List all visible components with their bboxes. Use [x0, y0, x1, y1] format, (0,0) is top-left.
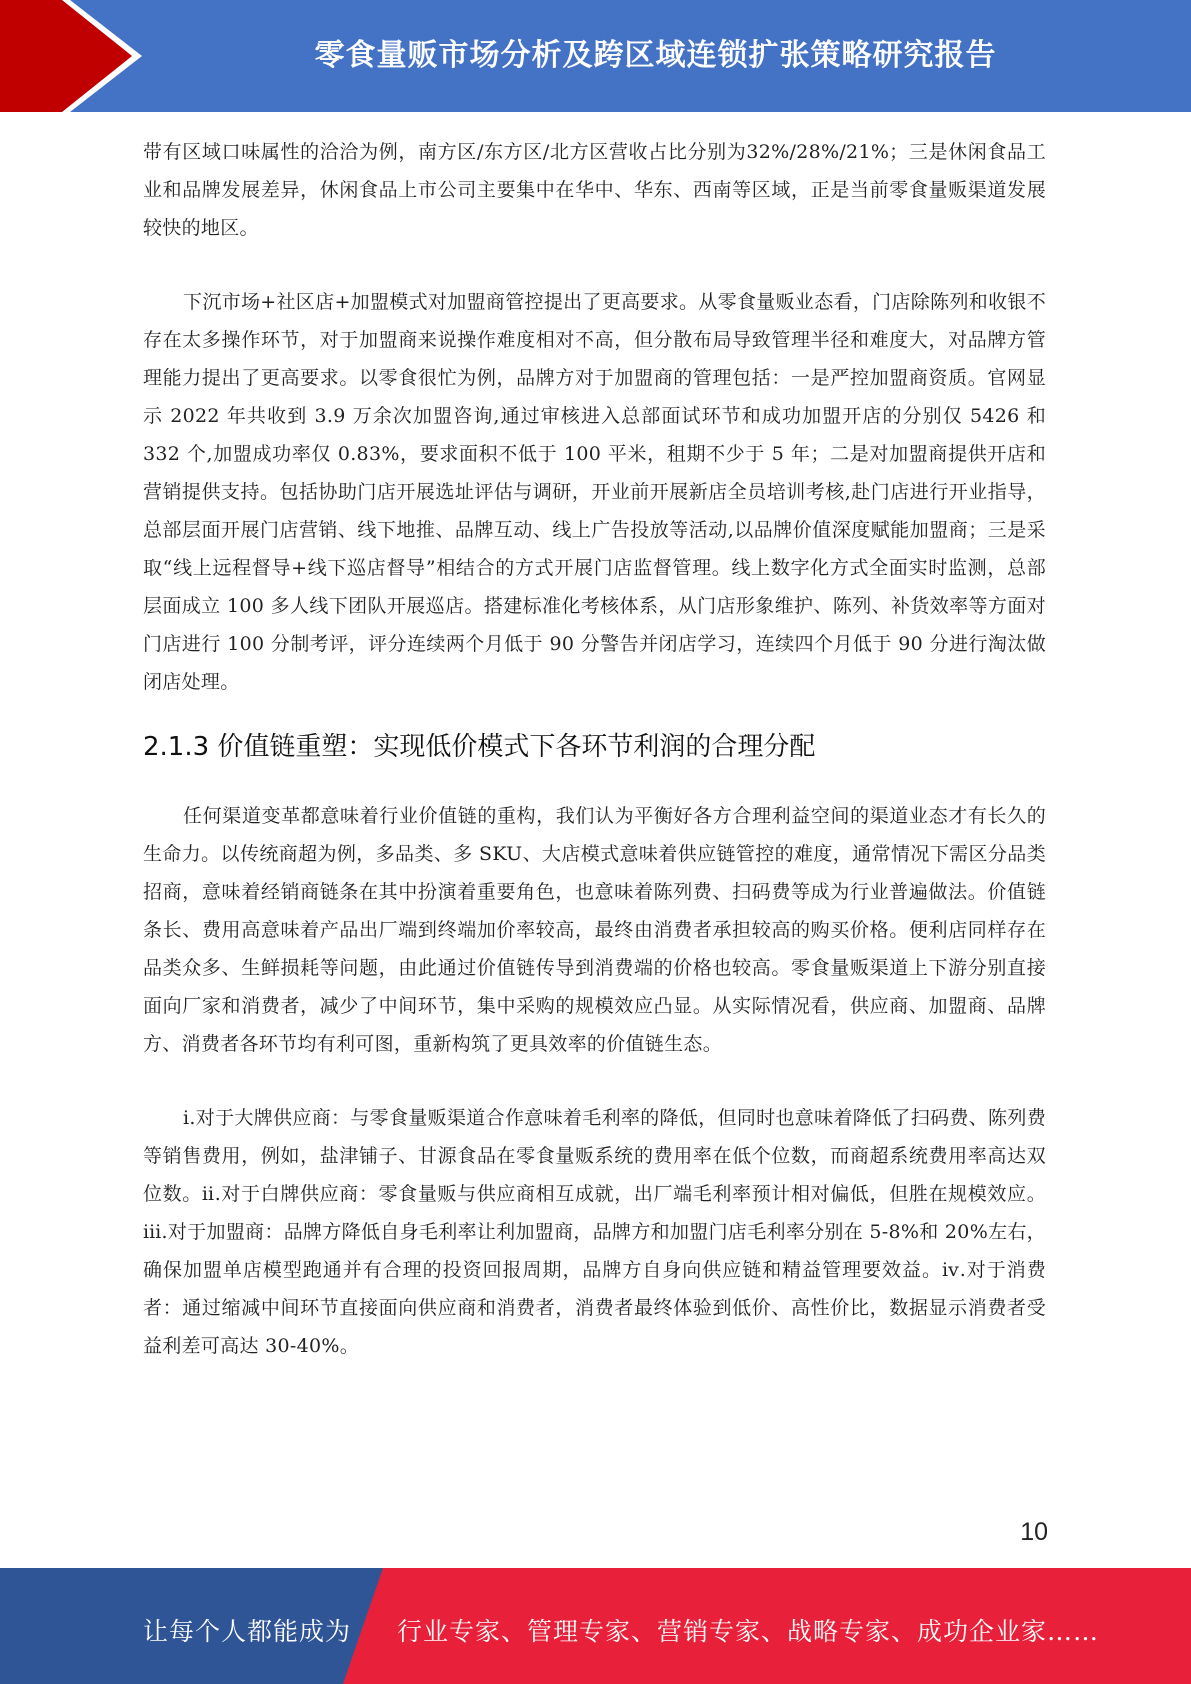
body-paragraph-value-chain: 任何渠道变革都意味着行业价值链的重构，我们认为平衡好各方合理利益空间的渠道业态才有长久的生命力。以传统商超为例，多品类、多 SKU、大店模式意味着供应链管控的难度，通常情况下需区分品类招商，意味着经销商链条在其中扮演着重要角色，也意味着陈列费、扫码费等成为行业普遍做法。价值链条长、费用高意味着产品出厂端到终端加价率较高，最终由消费者承担较高的购买价格。便利店同样存在品类众多、生鲜损耗等问题，由此通过价值链传导到消费端的价格也较高。零食量贩渠道上下游分别直接面向厂家和消费者，减少了中间环节，集中采购的规模效应凸显。从实际情况看，供应商、加盟商、品牌方、消费者各环节均有利可图，重新构筑了更具效率的价值链生态。	[143, 805, 1046, 1055]
page-number: 10	[1020, 1518, 1048, 1546]
body-paragraph-continued: 带有区域口味属性的洽洽为例，南方区/东方区/北方区营收占比分别为32%/28%/21%；三是休闲食品工业和品牌发展差异，休闲食品上市公司主要集中在华中、华东、西南等区域，正是当前零食量贩渠道发展较快的地区。	[143, 141, 1046, 239]
section-heading: 2.1.3 价值链重塑：实现低价模式下各环节利润的合理分配	[143, 732, 816, 762]
report-title: 零食量贩市场分析及跨区域连锁扩张策略研究报告	[314, 38, 997, 73]
body-paragraph-stakeholders: ⅰ.对于大牌供应商：与零食量贩渠道合作意味着毛利率的降低，但同时也意味着降低了扫码费、陈列费等销售费用，例如，盐津铺子、甘源食品在零食量贩系统的费用率在低个位数，而商超系统费用率高达双位数。ⅱ.对于白牌供应商：零食量贩与供应商相互成就，出厂端毛利率预计相对偏低，但胜在规模效应。ⅲ.对于加盟商：品牌方降低自身毛利率让利加盟商，品牌方和加盟门店毛利率分别在 5-8%和 20%左右，确保加盟单店模型跑通并有合理的投资回报周期，品牌方自身向供应链和精益管理要效益。ⅳ.对于消费者：通过缩减中间环节直接面向供应商和消费者，消费者最终体验到低价、高性价比，数据显示消费者受益利差可高达 30-40%。	[143, 1107, 1046, 1357]
header-arrow-decoration	[0, 0, 150, 112]
body-paragraph-franchise: 下沉市场+社区店+加盟模式对加盟商管控提出了更高要求。从零食量贩业态看，门店除陈列和收银不存在太多操作环节，对于加盟商来说操作难度相对不高，但分散布局导致管理半径和难度大，对品牌方管理能力提出了更高要求。以零食很忙为例，品牌方对于加盟商的管理包括：一是严控加盟商资质。官网显示 2022 年共收到 3.9 万余次加盟咨询,通过审核进入总部面试环节和成功加盟开店的分别仅 5426 和 332 个,加盟成功率仅 0.83%，要求面积不低于 100 平米，租期不少于 5 年；二是对加盟商提供开店和营销提供支持。包括协助门店开展选址评估与调研，开业前开展新店全员培训考核,赴门店进行开业指导，总部层面开展门店营销、线下地推、品牌互动、线上广告投放等活动,以品牌价值深度赋能加盟商；三是采取“线上远程督导+线下巡店督导”相结合的方式开展门店监督管理。线上数字化方式全面实时监测，总部层面成立 100 多人线下团队开展巡店。搭建标准化考核体系，从门店形象维护、陈列、补货效率等方面对门店进行 100 分制考评，评分连续两个月低于 90 分警告并闭店学习，连续四个月低于 90 分进行淘汰做闭店处理。	[143, 291, 1046, 693]
footer-slogan-left: 让每个人都能成为	[143, 1617, 352, 1646]
page-content	[143, 133, 1046, 1365]
page-header	[0, 0, 1191, 112]
footer-slogan-right: 行业专家、管理专家、营销专家、战略专家、成功企业家……	[397, 1617, 1100, 1646]
page-footer	[0, 1568, 1191, 1684]
